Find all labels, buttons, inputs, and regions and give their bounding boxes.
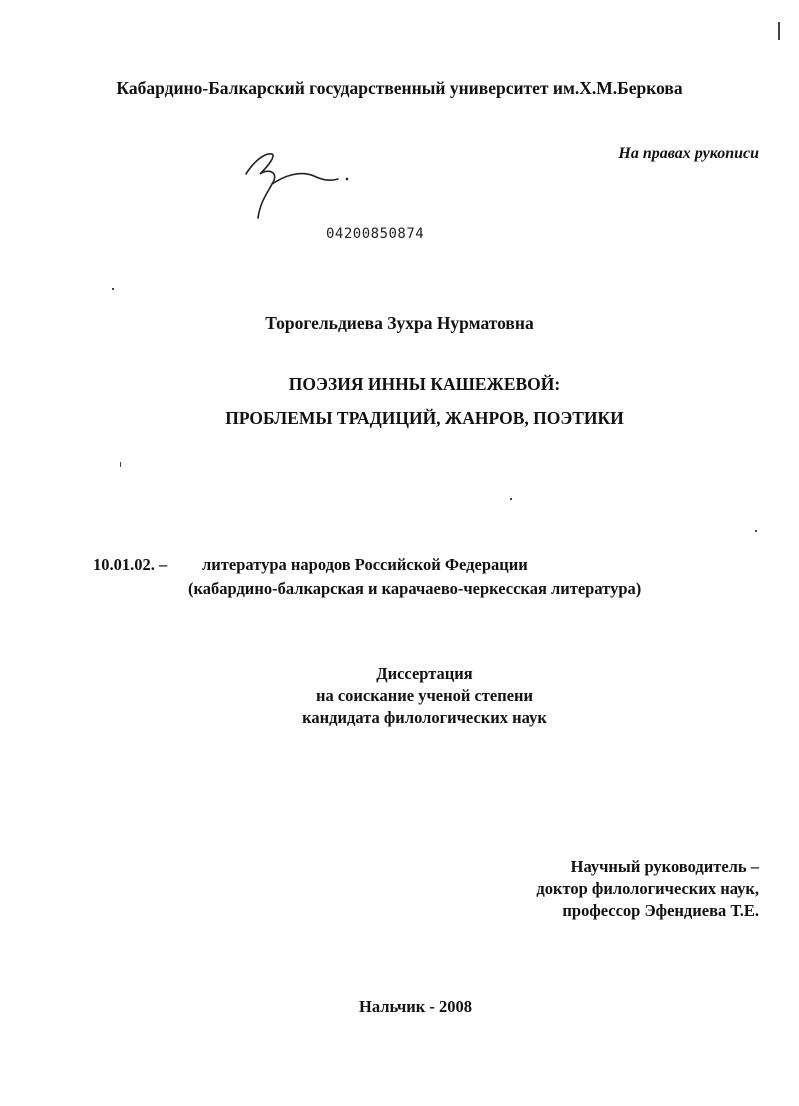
scan-speck: [112, 288, 114, 290]
city-year: Нальчик - 2008: [358, 997, 473, 1016]
title-line-1: ПОЭЗИЯ ИННЫ КАШЕЖЕВОЙ:: [288, 374, 561, 394]
dissertation-label: Диссертация: [376, 664, 473, 683]
dissertation-degree-line: на соискание ученой степени: [315, 686, 534, 705]
handwritten-signature: [238, 146, 358, 226]
title-line-2: ПРОБЛЕМЫ ТРАДИЦИЙ, ЖАНРОВ, ПОЭТИКИ: [225, 408, 624, 428]
dissertation-field-line: кандидата филологических наук: [302, 708, 547, 727]
supervisor-degree: доктор филологических наук,: [536, 879, 759, 898]
specialty-name: литература народов Российской Федерации: [202, 555, 528, 574]
university-name: Кабардино-Балкарский государственный университет им.Х.М.Беркова: [116, 78, 683, 98]
scan-mark: [778, 22, 780, 40]
specialty-subname: (кабардино-балкарская и карачаево-черкесская литература): [188, 579, 642, 598]
supervisor-label: Научный руководитель –: [570, 857, 759, 876]
rights-note: На правах рукописи: [618, 145, 759, 162]
specialty-code: 10.01.02. –: [93, 555, 168, 574]
scan-speck: [755, 530, 757, 532]
scan-speck: [510, 498, 512, 500]
author-name: Торогельдиева Зухра Нурматовна: [265, 313, 534, 333]
supervisor-name: профессор Эфендиева Т.Е.: [562, 901, 759, 920]
archive-code: 04200850874: [326, 226, 425, 242]
scan-speck: [120, 462, 121, 467]
